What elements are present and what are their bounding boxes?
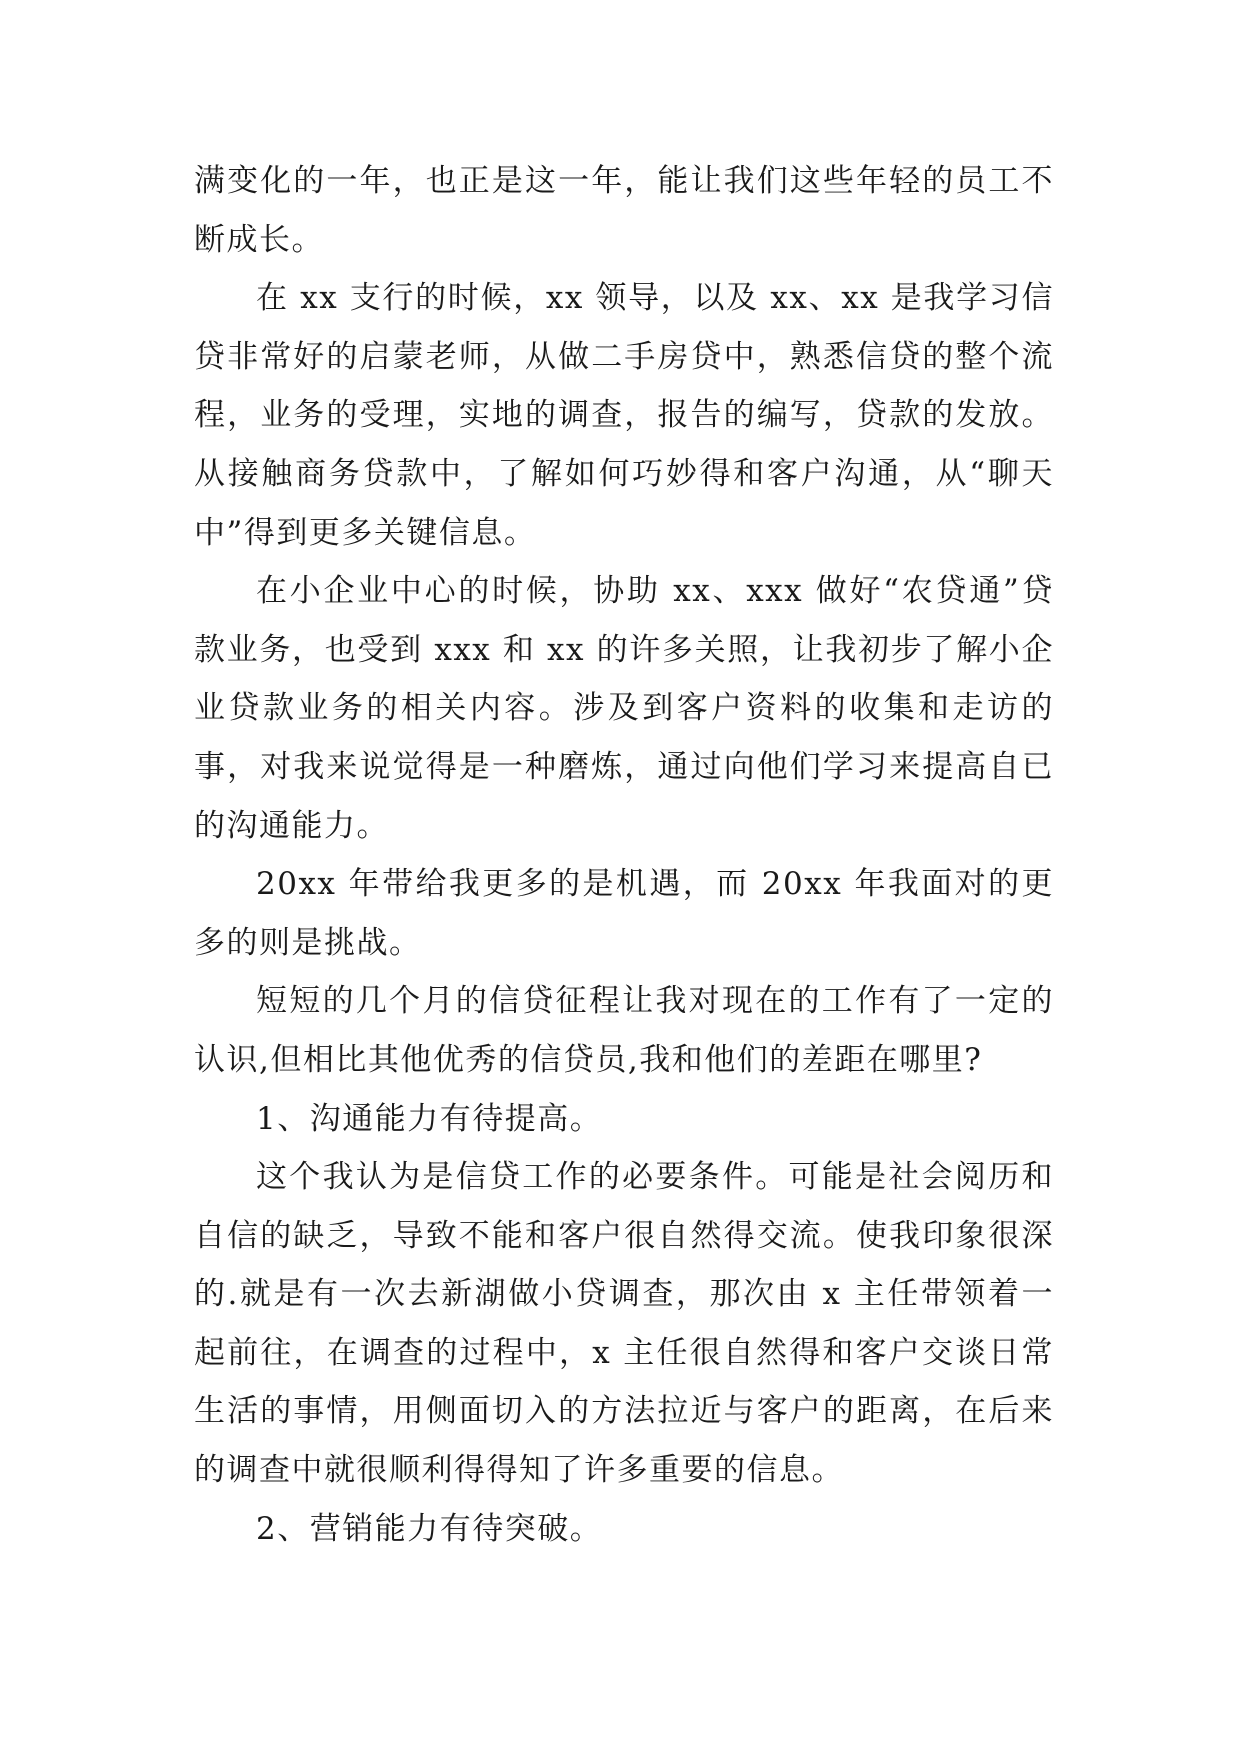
- paragraph: 短短的几个月的信贷征程让我对现在的工作有了一定的认识,但相比其他优秀的信贷员,我和他们的差距在哪里?: [194, 983, 1054, 1078]
- list-heading: 2、营销能力有待突破。: [256, 1510, 603, 1547]
- list-heading: 1、沟通能力有待提高。: [256, 1100, 603, 1137]
- paragraph: 这个我认为是信贷工作的必要条件。可能是社会阅历和自信的缺乏，导致不能和客户很自然得交流。使我印象很深的.就是有一次去新湖做小贷调查，那次由 x 主任带领着一起前往，在调查的过程中，x 主任很自然得和客户交谈日常生活的事情，用侧面切入的方法拉近与客户的距离，在后来的调查中就很顺利得得知了许多重要的信息。: [194, 1159, 1054, 1489]
- paragraph: 满变化的一年，也正是这一年，能让我们这些年轻的员工不断成长。: [194, 163, 1054, 258]
- document-body: [194, 152, 1054, 1558]
- paragraph: 20xx 年带给我更多的是机遇，而 20xx 年我面对的更多的则是挑战。: [194, 866, 1054, 961]
- paragraph: 在 xx 支行的时候，xx 领导，以及 xx、xx 是我学习信贷非常好的启蒙老师，从做二手房贷中，熟悉信贷的整个流程，业务的受理，实地的调查，报告的编写，贷款的发放。从接触商务贷款中，了解如何巧妙得和客户沟通，从“聊天中”得到更多关键信息。: [194, 280, 1054, 551]
- paragraph: 在小企业中心的时候，协助 xx、xxx 做好“农贷通”贷款业务，也受到 xxx 和 xx 的许多关照，让我初步了解小企业贷款业务的相关内容。涉及到客户资料的收集和走访的事，对我来说觉得是一种磨炼，通过向他们学习来提高自已的沟通能力。: [194, 573, 1054, 844]
